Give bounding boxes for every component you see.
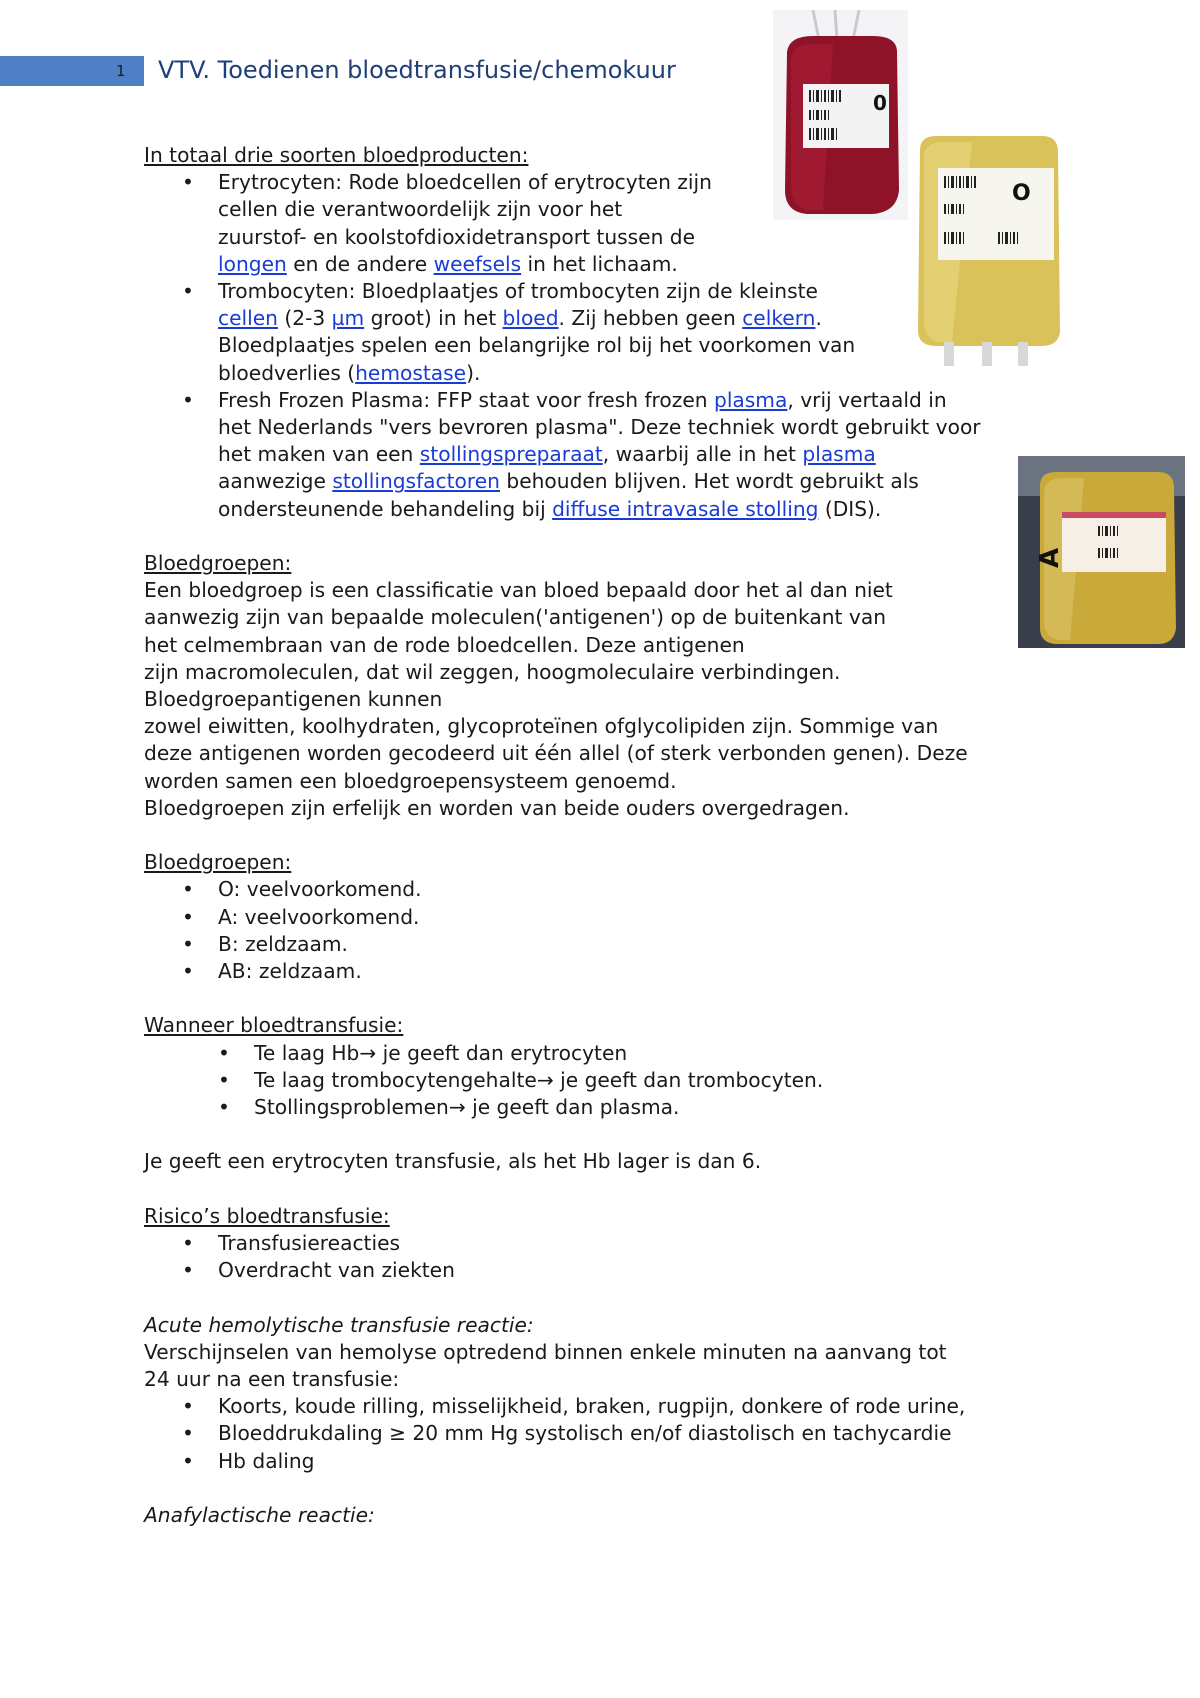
list-item: • Koorts, koude rilling, misselijkheid, braken, rugpijn, donkere of rode urine, <box>144 1393 1084 1420</box>
bloedgroepen-def-text: Een bloedgroep is een classificatie van bloed bepaald door het al dan niet aanwezig zijn van bepaalde moleculen('antigenen') op de buitenkant van het celmembraan van de rode bloedcellen. Deze antigenen zijn macromoleculen, dat wil zeggen, hoogmoleculaire verbindingen. Bloedgroepantigenen kunnen zowel eiwitten, koolhydraten, glycoproteïnen ofglycolipiden zijn. Sommige van deze antigenen worden gecodeerd uit één allel (of sterk verbonden genen). Deze worden samen een bloedgroepensysteem genoemd. Bloedgroepen zijn erfelijk en worden van beide ouders overgedragen. <box>144 578 968 820</box>
link-plasma-2[interactable]: plasma <box>802 442 876 467</box>
acute-heading: Acute hemolytische transfusie reactie: <box>144 1312 534 1337</box>
svg-text:A: A <box>1035 547 1065 568</box>
list-item: • A: veelvoorkomend. <box>144 904 1084 931</box>
document-body <box>144 142 1084 1529</box>
link-dis[interactable]: diffuse intravasale stolling <box>552 496 819 521</box>
list-item: • AB: zeldzaam. <box>144 958 1084 985</box>
risicos-list <box>144 1230 1084 1284</box>
link-um[interactable]: µm <box>331 306 365 331</box>
link-hemostase[interactable]: hemostase <box>355 360 467 385</box>
acute-list <box>144 1393 1084 1475</box>
link-stollingspreparaat[interactable]: stollingspreparaat <box>419 442 603 467</box>
list-item: • B: zeldzaam. <box>144 931 1084 958</box>
list-item: • Te laag trombocytengehalte→ je geeft dan trombocyten. <box>144 1067 1084 1094</box>
list-item: • Transfusiereacties <box>144 1230 1084 1257</box>
list-item: • Hb daling <box>144 1448 1084 1475</box>
list-item: • O: veelvoorkomend. <box>144 876 1084 903</box>
list-item: • Stollingsproblemen→ je geeft dan plasma. <box>144 1094 1084 1121</box>
list-item: • Overdracht van ziekten <box>144 1257 1084 1284</box>
anafylactisch-heading: Anafylactische reactie: <box>144 1503 375 1528</box>
bloedgroepen-list <box>144 876 1084 985</box>
page-title: VTV. Toedienen bloedtransfusie/chemokuur <box>158 56 676 84</box>
bloedgroepen-list-heading: Bloedgroepen: <box>144 850 292 875</box>
svg-text:O: O <box>1012 181 1031 206</box>
wanneer-heading: Wanneer bloedtransfusie: <box>144 1013 404 1038</box>
products-list <box>144 169 1084 523</box>
link-weefsels[interactable]: weefsels <box>433 251 522 276</box>
hb-note: Je geeft een erytrocyten transfusie, als het Hb lager is dan 6. <box>144 1149 762 1174</box>
wanneer-list <box>144 1040 1084 1122</box>
link-plasma[interactable]: plasma <box>714 387 788 412</box>
list-item-trombocyten: • Trombocyten: Bloedplaatjes of trombocyten zijn de kleinste cellen (2-3 µm groot) in het bloed. Zij hebben geen celkern. Bloedplaatjes spelen een belangrijke rol bij het voorkomen van bloedverlies (hemostase). <box>144 278 1084 387</box>
link-stollingsfactoren[interactable]: stollingsfactoren <box>332 469 500 494</box>
page-number: 1 <box>116 62 126 80</box>
list-item: • Bloeddrukdaling ≥ 20 mm Hg systolisch en/of diastolisch en tachycardie <box>144 1420 1084 1447</box>
list-item: • Te laag Hb→ je geeft dan erytrocyten <box>144 1040 1084 1067</box>
link-cellen[interactable]: cellen <box>218 306 278 331</box>
bloedgroepen-def-heading: Bloedgroepen: <box>144 551 292 576</box>
link-longen[interactable]: longen <box>218 251 287 276</box>
acute-text: Verschijnselen van hemolyse optredend binnen enkele minuten na aanvang tot 24 uur na een transfusie: <box>144 1339 947 1392</box>
link-celkern[interactable]: celkern <box>742 306 816 331</box>
svg-text:0: 0 <box>873 91 887 115</box>
risicos-heading: Risico’s bloedtransfusie: <box>144 1203 390 1228</box>
link-bloed[interactable]: bloed <box>502 306 559 331</box>
list-item-erytrocyten: • Erytrocyten: Rode bloedcellen of erytrocyten zijn cellen die verantwoordelijk zijn voor het zuurstof- en koolstofdioxidetransport tussen de longen en de andere weefsels in het lichaam. <box>144 169 1084 278</box>
products-heading: In totaal drie soorten bloedproducten: <box>144 143 529 167</box>
list-item-ffp: • Fresh Frozen Plasma: FFP staat voor fresh frozen plasma, vrij vertaald in het Nederlands "vers bevroren plasma". Deze techniek wordt gebruikt voor het maken van een stollingspreparaat, waarbij alle in het plasma aanwezige stollingsfactoren behouden blijven. Het wordt gebruikt als ondersteunende behandeling bij diffuse intravasale stolling (DIS). <box>144 387 1084 523</box>
